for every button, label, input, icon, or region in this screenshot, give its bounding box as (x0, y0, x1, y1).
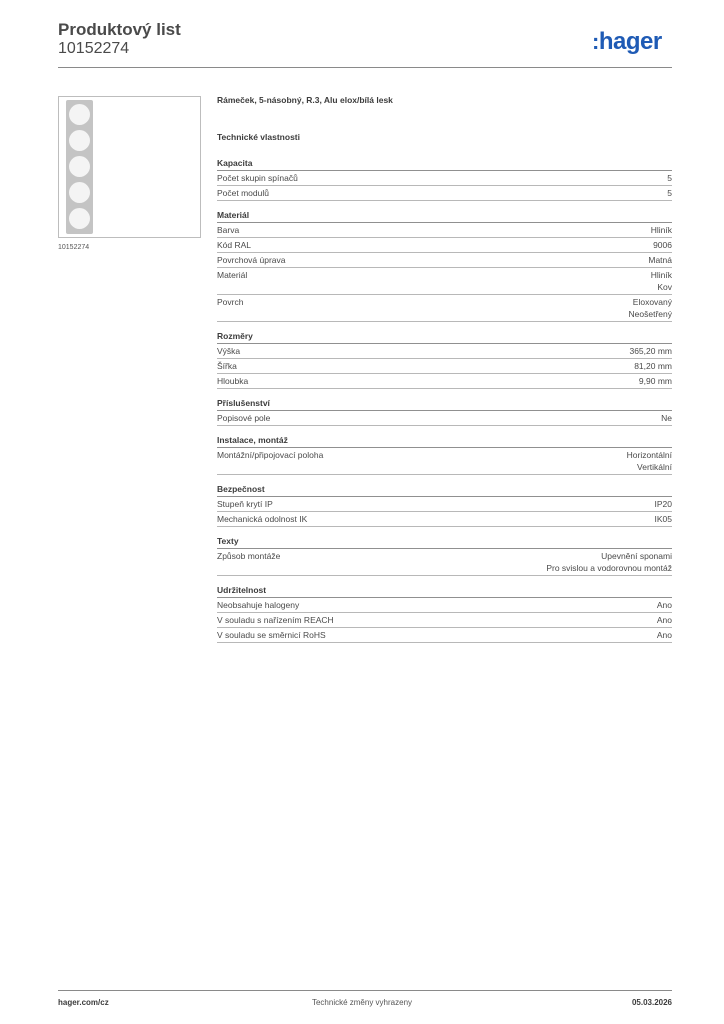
spec-label: Výška (217, 346, 241, 356)
spec-section (217, 535, 672, 576)
spec-value (657, 629, 672, 641)
spec-value (653, 239, 672, 251)
spec-section (217, 209, 672, 322)
spec-row (217, 186, 672, 201)
spec-value (661, 412, 672, 424)
page-title: Produktový list (58, 20, 181, 39)
spec-row (217, 497, 672, 512)
image-caption: 10152274 (58, 244, 90, 251)
tech-properties-heading: Technické vlastnosti (217, 132, 300, 142)
spec-label: V souladu s nařízením REACH (217, 615, 334, 625)
spec-row (217, 359, 672, 374)
spec-value (629, 345, 672, 357)
spec-value-line: 5 (667, 188, 672, 198)
logo-text: hager (598, 28, 662, 55)
spec-label: Montážní/připojovací poloha (217, 450, 324, 460)
product-name: Rámeček, 5-násobný, R.3, Alu elox/bílá lesk (217, 95, 393, 105)
spec-sections (217, 157, 672, 643)
spec-row (217, 512, 672, 527)
spec-value (634, 360, 672, 372)
logo-dot: : (592, 29, 599, 54)
spec-value-line: Hliník (650, 270, 672, 280)
spec-value (657, 599, 672, 611)
spec-label: Stupeň krytí IP (217, 499, 273, 509)
spec-value (639, 375, 672, 387)
spec-value (667, 187, 672, 199)
spec-value-line: Ano (656, 630, 672, 640)
spec-value-line: Eloxovaný (632, 297, 672, 307)
footer-divider (58, 990, 672, 991)
spec-value-line: 9006 (653, 240, 672, 250)
spec-row (217, 374, 672, 389)
spec-value-line: 9,90 mm (638, 376, 672, 386)
spec-value-line: Kov (657, 282, 672, 292)
spec-value (655, 513, 673, 525)
spec-row (217, 238, 672, 253)
spec-value-line: 365,20 mm (629, 346, 672, 356)
spec-value (667, 172, 672, 184)
section-title: Bezpečnost (217, 483, 672, 497)
spec-label: Počet skupin spínačů (217, 173, 298, 183)
spec-row (217, 171, 672, 186)
spec-value (629, 296, 672, 320)
spec-row (217, 628, 672, 643)
spec-section (217, 434, 672, 475)
spec-value-line: IK05 (654, 514, 672, 524)
frame-opening (69, 104, 90, 125)
spec-value-line: Horizontální (626, 450, 672, 460)
spec-value-line: Ano (656, 615, 672, 625)
spec-value-line: Ne (661, 413, 672, 423)
spec-value-line: Neošetřený (628, 309, 672, 319)
spec-label: Hloubka (217, 376, 249, 386)
footer-website[interactable]: hager.com/cz (58, 998, 109, 1007)
spec-value-line: Ano (656, 600, 672, 610)
section-title: Příslušenství (217, 397, 672, 411)
spec-row (217, 344, 672, 359)
spec-section (217, 397, 672, 426)
section-title: Instalace, montáž (217, 434, 672, 448)
spec-row (217, 549, 672, 576)
spec-value-line: IP20 (654, 499, 672, 509)
spec-row (217, 598, 672, 613)
spec-label: Šířka (217, 361, 237, 371)
spec-value (651, 224, 672, 236)
spec-label: Způsob montáže (217, 551, 281, 561)
frame-opening (69, 182, 90, 203)
footer-date: 05.03.2026 (631, 998, 672, 1007)
spec-label: Barva (217, 225, 240, 235)
spec-row (217, 295, 672, 322)
footer-notice: Technické změny vyhrazeny (311, 998, 413, 1007)
spec-row (217, 253, 672, 268)
section-title: Udržitelnost (217, 584, 672, 598)
spec-label: Povrchová úprava (217, 255, 286, 265)
spec-label: Popisové pole (217, 413, 271, 423)
frame-illustration (66, 100, 93, 234)
spec-value (657, 614, 672, 626)
spec-content (217, 93, 672, 651)
spec-row (217, 268, 672, 295)
spec-section (217, 584, 672, 643)
header-divider (58, 67, 672, 68)
spec-value (546, 550, 672, 574)
spec-value-line: Matná (648, 255, 672, 265)
spec-row (217, 613, 672, 628)
frame-opening (69, 156, 90, 177)
section-title: Rozměry (217, 330, 672, 344)
spec-label: Počet modulů (217, 188, 269, 198)
spec-section (217, 330, 672, 389)
spec-section (217, 483, 672, 527)
section-title: Texty (217, 535, 672, 549)
frame-opening (69, 130, 90, 151)
hager-logo[interactable] (592, 28, 662, 56)
spec-label: Mechanická odolnost IK (217, 514, 308, 524)
spec-label: V souladu se směrnicí RoHS (217, 630, 326, 640)
spec-value-line: Upevnění sponami (601, 551, 672, 561)
spec-section (217, 157, 672, 201)
spec-row (217, 223, 672, 238)
spec-value (651, 269, 672, 293)
spec-label: Povrch (217, 297, 244, 307)
spec-value-line: Vertikální (637, 462, 672, 472)
spec-value (655, 498, 673, 510)
product-number: 10152274 (58, 40, 130, 57)
frame-opening (69, 208, 90, 229)
spec-value-line: Pro svislou a vodorovnou montáž (546, 563, 672, 573)
spec-label: Neobsahuje halogeny (217, 600, 300, 610)
spec-value (627, 449, 672, 473)
section-title: Kapacita (217, 157, 672, 171)
product-image (58, 96, 201, 238)
spec-label: Materiál (217, 270, 248, 280)
spec-row (217, 411, 672, 426)
spec-row (217, 448, 672, 475)
spec-value-line: 81,20 mm (634, 361, 672, 371)
section-title: Materiál (217, 209, 672, 223)
spec-value-line: Hliník (650, 225, 672, 235)
spec-value (648, 254, 672, 266)
spec-value-line: 5 (667, 173, 672, 183)
spec-label: Kód RAL (217, 240, 252, 250)
